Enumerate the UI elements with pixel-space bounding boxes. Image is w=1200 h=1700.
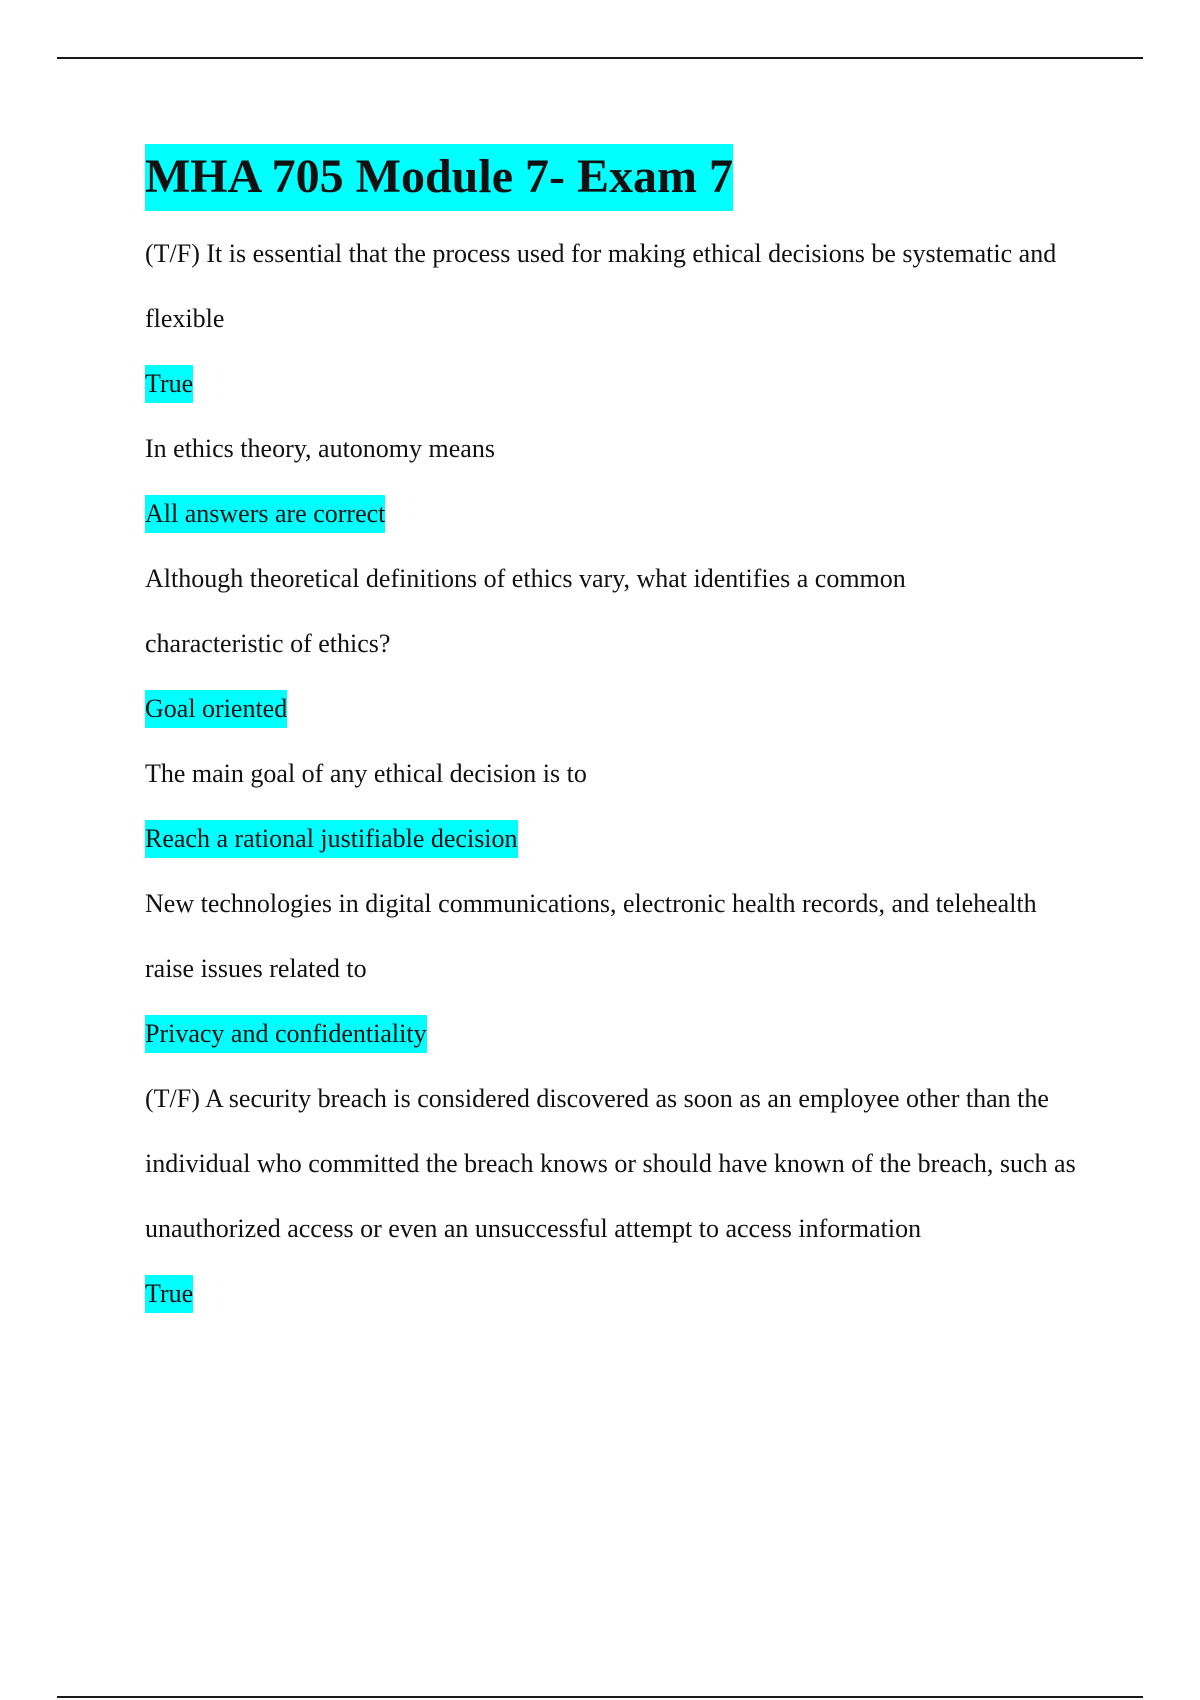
answer-text: True <box>145 1275 193 1313</box>
document-title: MHA 705 Module 7- Exam 7 <box>145 144 733 211</box>
question-text: (T/F) A security breach is considered discovered as soon as an employee other than the individual who committed the breach knows or should have known of the breach, such as unauthorized access or even an unsuccessful attempt to access information <box>145 1084 1076 1243</box>
answer-text: Privacy and confidentiality <box>145 1015 427 1053</box>
answer-text: Goal oriented <box>145 690 287 728</box>
question-text: (T/F) It is essential that the process used for making ethical decisions be systematic and flexible <box>145 239 1057 333</box>
answer-text: All answers are correct <box>145 495 385 533</box>
qa-list <box>145 221 1105 1326</box>
question-text: The main goal of any ethical decision is to <box>145 759 587 788</box>
question-text: In ethics theory, autonomy means <box>145 434 495 463</box>
question-text: New technologies in digital communications, electronic health records, and telehealth raise issues related to <box>145 889 1037 983</box>
footer-rule <box>57 1696 1143 1698</box>
answer-text: Reach a rational justifiable decision <box>145 820 518 858</box>
question-text: Although theoretical definitions of ethics vary, what identifies a common characteristic of ethics? <box>145 564 906 658</box>
header-rule <box>57 57 1143 59</box>
answer-text: True <box>145 365 193 403</box>
document-body <box>145 144 1105 1326</box>
